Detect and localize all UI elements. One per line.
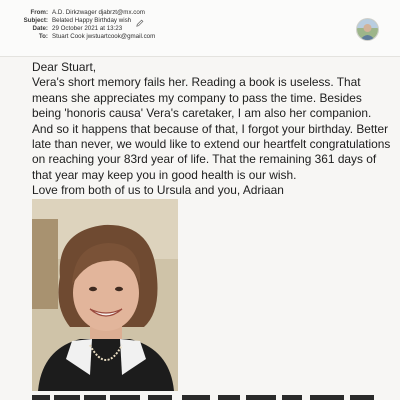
avatar-image <box>357 19 378 40</box>
from-label: From: <box>30 9 48 16</box>
portrait-photo <box>32 199 178 391</box>
letter-paragraph: Vera's short memory fails her. Reading a book is useless. That means she appreciates my company to pass the time. Besides being 'honoris causa' Vera's caretaker, I am also her companion. And so it happens that because of that, I forgot your birthday. Better late than never, we would like to extend our heartfelt congratulations on reaching your 83rd year of life. That the remaining 361 days of that year may keep you in good health is our wish. <box>32 75 391 182</box>
recipient-email[interactable]: jwstuartcook@gmail.com <box>86 33 156 40</box>
email-header <box>0 0 400 57</box>
subject-row <box>0 17 131 24</box>
subject-value: Belated Happy Birthday wish <box>52 17 132 24</box>
date-row <box>0 25 122 32</box>
from-value <box>52 9 145 16</box>
to-label: To: <box>38 33 48 40</box>
subject-label: Subject: <box>23 17 48 24</box>
avatar[interactable] <box>356 18 379 41</box>
portrait-image <box>32 199 178 391</box>
to-row <box>0 33 155 40</box>
date-value: 29 October 2021 at 13:23 <box>52 25 123 32</box>
recipient-name: Stuart Cook <box>52 33 85 40</box>
cut-off-text-line <box>32 393 400 400</box>
letter-closing: Love from both of us to Ursula and you, Adriaan <box>32 183 284 198</box>
sender-email[interactable]: djabrzt@mx.com <box>98 9 145 16</box>
letter-body <box>32 60 392 199</box>
sender-name: A.D. Dirkzwager <box>52 9 97 16</box>
pencil-icon[interactable] <box>136 19 144 27</box>
letter-greeting: Dear Stuart, <box>32 60 97 74</box>
date-label: Date: <box>32 25 48 32</box>
from-row <box>0 9 145 16</box>
to-value <box>52 33 155 40</box>
